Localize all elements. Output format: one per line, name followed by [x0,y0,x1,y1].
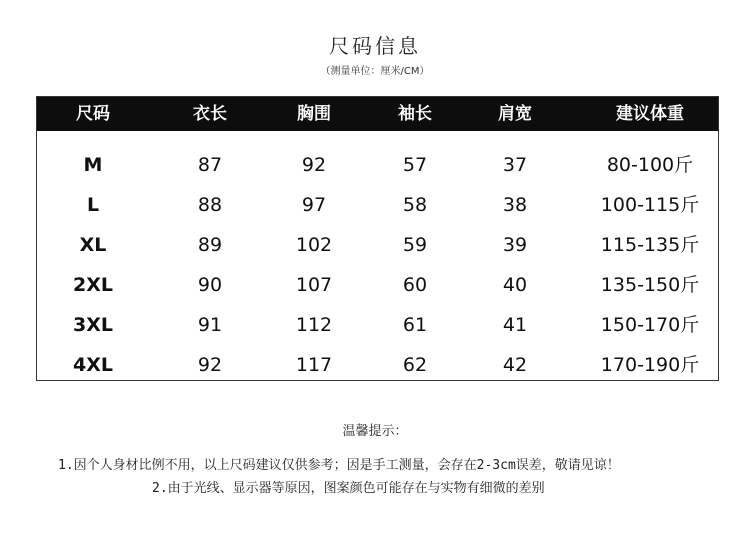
cell-chest: 102 [295,234,333,256]
table-row [37,345,718,385]
header-size: 尺码 [76,104,110,124]
cell-length: 89 [197,234,223,256]
cell-length: 91 [197,314,223,336]
tips-heading: 温馨提示： [342,424,408,439]
table-header [37,97,718,131]
cell-weight: 100-115斤 [600,194,700,216]
cell-shoulder: 38 [502,194,528,216]
tip-note: 1.因个人身材比例不用，以上尺码建议仅供参考；因是手工测量，会存在2-3cm误差，敬请见谅！ [58,458,620,473]
header-shoulder: 肩宽 [498,104,532,124]
cell-chest: 117 [295,354,333,376]
page-title: 尺码信息 [329,34,421,58]
table-row [37,225,718,265]
cell-chest: 107 [295,274,333,296]
cell-length: 92 [197,354,223,376]
cell-weight: 80-100斤 [606,154,694,176]
measurement-unit-note: （测量单位：厘米/CM） [320,66,430,77]
cell-size: 3XL [73,314,113,336]
cell-shoulder: 40 [502,274,528,296]
cell-weight: 135-150斤 [600,274,700,296]
cell-weight: 115-135斤 [600,234,700,256]
table-row [37,305,718,345]
header-sleeve: 袖长 [398,104,432,124]
header-chest: 胸围 [297,104,331,124]
cell-sleeve: 61 [402,314,428,336]
table-row [37,265,718,305]
cell-shoulder: 37 [502,154,528,176]
cell-chest: 92 [301,154,327,176]
header-length: 衣长 [193,104,227,124]
cell-weight: 150-170斤 [600,314,700,336]
header-weight: 建议体重 [616,104,684,124]
cell-weight: 170-190斤 [600,354,700,376]
cell-length: 90 [197,274,223,296]
cell-sleeve: 62 [402,354,428,376]
cell-sleeve: 60 [402,274,428,296]
table-row [37,145,718,185]
cell-size: M [83,154,103,176]
cell-sleeve: 58 [402,194,428,216]
cell-chest: 112 [295,314,333,336]
table-row [37,185,718,225]
cell-length: 87 [197,154,223,176]
tip-note: 2.由于光线、显示器等原因，图案颜色可能存在与实物有细微的差别 [152,481,545,496]
cell-shoulder: 41 [502,314,528,336]
cell-shoulder: 39 [502,234,528,256]
cell-size: XL [79,234,107,256]
cell-size: 4XL [73,354,113,376]
cell-size: L [86,194,100,216]
cell-sleeve: 57 [402,154,428,176]
size-table [36,96,719,381]
cell-sleeve: 59 [402,234,428,256]
cell-length: 88 [197,194,223,216]
cell-chest: 97 [301,194,327,216]
cell-size: 2XL [73,274,113,296]
cell-shoulder: 42 [502,354,528,376]
